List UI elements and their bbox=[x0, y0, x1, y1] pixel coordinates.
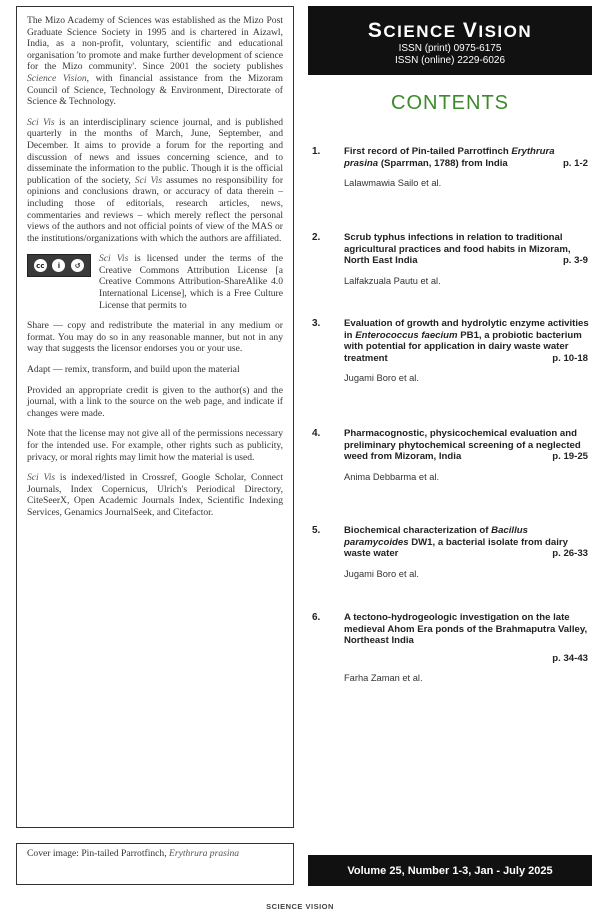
creative-commons-badge-icon: cc i ↺ bbox=[27, 254, 91, 277]
article-authors: Farha Zaman et al. bbox=[344, 673, 423, 684]
article-title[interactable]: Biochemical characterization of Bacillus paramycoides DW1, a bacterial isolate from dairy waste water p. 26-33 bbox=[344, 525, 588, 560]
toc-entry[interactable]: 2. Scrub typhus infections in relation to traditional agricultural practices and food habits in Mizoram, North East India p. 3-9 Lalfakzuala Pautu et al. bbox=[312, 232, 592, 286]
article-authors: Lalawmawia Sailo et al. bbox=[344, 178, 442, 189]
toc-entry[interactable]: 3. Evaluation of growth and hydrolytic enzyme activities in Enterococcus faecium PB1, a probiotic bacterium with potential for application in dairy waste water treatment p. 10-18 Jugami Boro et al. bbox=[312, 318, 592, 383]
toc-entry[interactable]: 5. Biochemical characterization of Bacillus paramycoides DW1, a bacterial isolate from dairy waste water p. 26-33 Jugami Boro et al. bbox=[312, 525, 592, 579]
page-range: p. 3-9 bbox=[562, 255, 588, 267]
toc-entry[interactable]: 4. Pharmacognostic, physicochemical evaluation and preliminary phytochemical screening of a neglected weed from Mizoram, India p. 19-25 Anima Debbarma et al. bbox=[312, 428, 592, 482]
note-paragraph: Note that the license may not give all of the permissions necessary for the intended use. For example, other rights such as publicity, privacy, or moral rights may limit how the material is used. bbox=[27, 428, 283, 463]
issn-online: ISSN (online) 2229-6026 bbox=[394, 55, 506, 66]
page-range: p. 19-25 bbox=[552, 451, 588, 463]
society-info-box bbox=[16, 6, 294, 828]
journal-masthead bbox=[308, 6, 592, 75]
issn-print: ISSN (print) 0975-6175 bbox=[398, 43, 502, 54]
page-range: p. 34-43 bbox=[552, 652, 588, 664]
contents-heading: CONTENTS bbox=[391, 92, 509, 114]
credit-paragraph: Provided an appropriate credit is given to the author(s) and the journal, with a link to the source on the web page, and indicate if changes were made. bbox=[27, 384, 283, 419]
license-text: Sci Vis is licensed under the terms of the Creative Commons Attribution License [a Creative Commons Attribution-ShareAlike 4.0 International License], which is a Free Culture License that permits to bbox=[99, 253, 283, 311]
article-authors: Jugami Boro et al. bbox=[344, 373, 419, 384]
article-title[interactable]: Scrub typhus infections in relation to traditional agricultural practices and food habits in Mizoram, North East India p. 3-9 bbox=[344, 232, 588, 267]
article-title[interactable]: Pharmacognostic, physicochemical evaluation and preliminary phytochemical screening of a neglected weed from Mizoram, India p. 19-25 bbox=[344, 428, 588, 463]
page-range: p. 1-2 bbox=[562, 157, 588, 169]
toc-entry[interactable]: 1. First record of Pin-tailed Parrotfinch Erythrura prasina (Sparrman, 1788) from India p. 1-2 Lalawmawia Sailo et al. bbox=[312, 146, 592, 188]
article-authors: Lalfakzuala Pautu et al. bbox=[344, 275, 441, 286]
article-authors: Jugami Boro et al. bbox=[344, 568, 419, 579]
article-title[interactable]: A tectono-hydrogeologic investigation on the late medieval Ahom Era ponds of the Brahmaputra Valley, Northeast India p. 34-43 bbox=[344, 612, 588, 664]
page-range: p. 26-33 bbox=[552, 548, 588, 560]
share-paragraph: Share — copy and redistribute the material in any medium or format. You may do so in any reasonable manner, but not in any way that suggests the licensor endorses you or your use. bbox=[27, 320, 283, 355]
journal-name: Science Vision bbox=[27, 72, 87, 84]
toc-entry[interactable]: 6. A tectono-hydrogeologic investigation on the late medieval Ahom Era ponds of the Brahmaputra Valley, Northeast India p. 34-43 Farha Zaman et al. bbox=[312, 612, 592, 683]
volume-info: Volume 25, Number 1-3, Jan - July 2025 bbox=[308, 855, 592, 886]
article-title[interactable]: Evaluation of growth and hydrolytic enzyme activities in Enterococcus faecium PB1, a probiotic bacterium with potential for application in dairy waste water treatment p. 10-18 bbox=[344, 318, 589, 364]
journal-title: SCIENCE VISION bbox=[367, 19, 533, 42]
license-block bbox=[27, 253, 283, 311]
article-title[interactable]: First record of Pin-tailed Parrotfinch Erythrura prasina (Sparrman, 1788) from India p. 1-2 bbox=[344, 146, 588, 169]
article-authors: Anima Debbarma et al. bbox=[344, 471, 440, 482]
cover-image-caption: Cover image: Pin-tailed Parrotfinch, Erythrura prasina bbox=[16, 843, 294, 885]
page-footer: SCIENCE VISION bbox=[266, 902, 334, 911]
indexing-paragraph: Sci Vis is indexed/listed in Crossref, Google Scholar, Connect Journals, Index Copernicus, Ulrich's Periodical Directory, CiteSeerX, Open Academic Journals Index, Scientific Indexing Services, Genamics JournalSeek, and Citefactor. bbox=[27, 472, 283, 518]
adapt-paragraph: Adapt — remix, transform, and build upon the material bbox=[27, 364, 240, 376]
journal-paragraph: Sci Vis is an interdisciplinary science journal, and is published quarterly in the months of March, June, September, and December. It aims to provide a forum for the reporting and discussion of news and issues concerning science, and to disseminate the information to the public. Though it is the official publication of the society, Sci Vis assumes no responsibility for opinions and conclusions drawn, or accuracy of data therein – including those of editorials, research articles, news, commentaries and reviews – which merely reflect the personal views of the authors and not official points of view of the MAS or the institutions/organizations with which the authors are affiliated. bbox=[27, 116, 284, 244]
page-range: p. 10-18 bbox=[552, 352, 588, 364]
society-paragraph: The Mizo Academy of Sciences was established as the Mizo Post Graduate Science Society in 1995 and is chartered in Aizawl, India, as a non-profit, voluntary, scientific and educational organisation 'to promote and make further development of science for the Mizo community'. Since 2001 the society publishes Science Vision, with financial assistance from the Mizoram Council of Science, Technology & Environment, Directorate of Science & Technology. bbox=[27, 15, 283, 108]
